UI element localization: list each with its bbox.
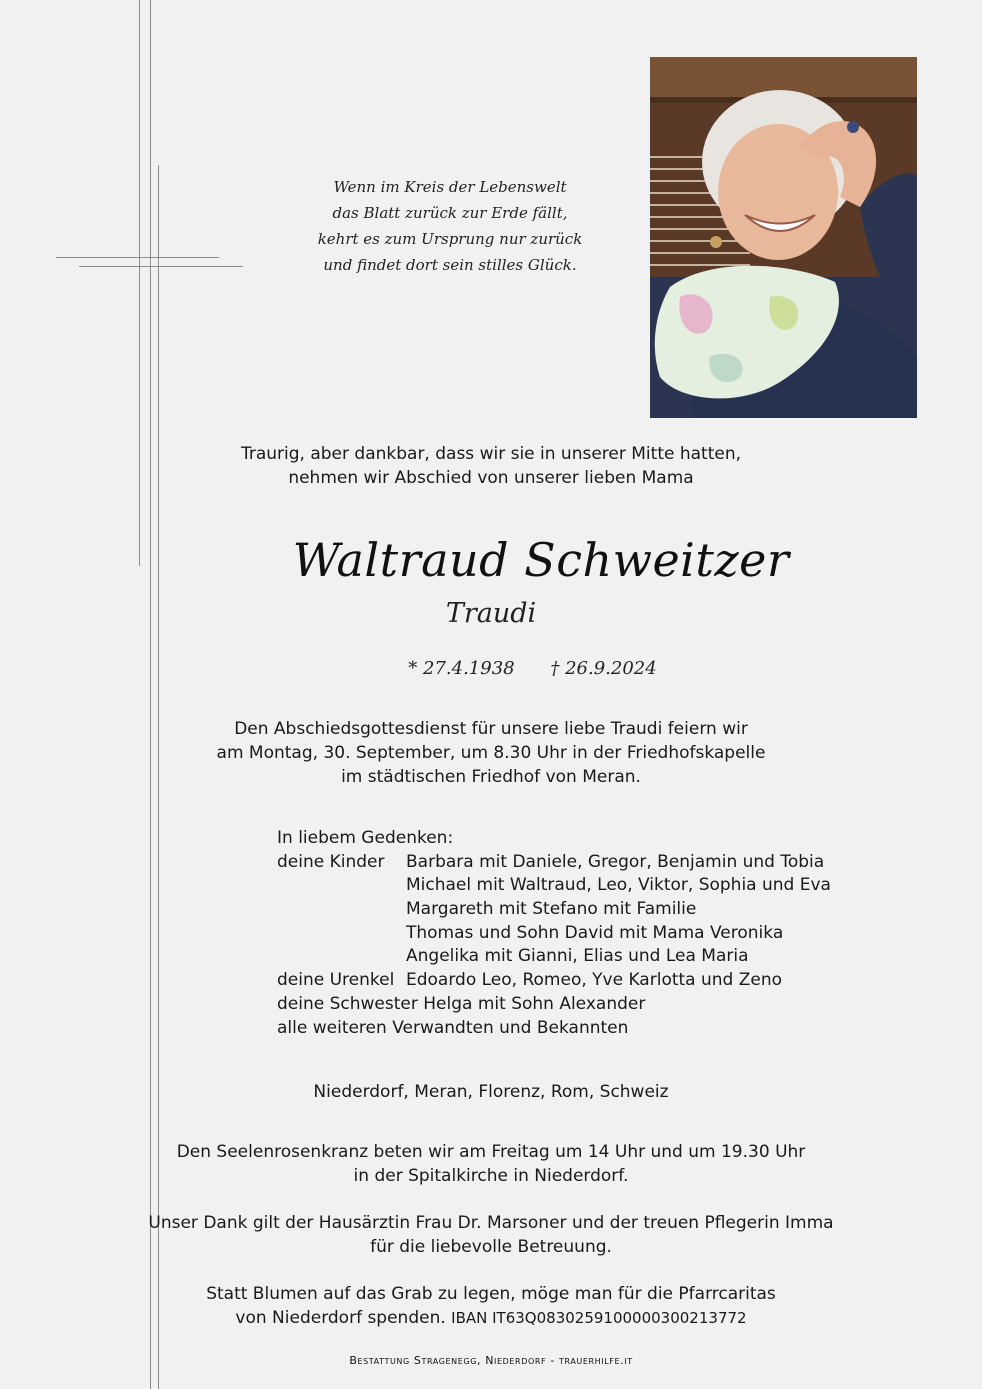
child-family: Angelika mit Gianni, Elias und Lea Maria (406, 946, 749, 967)
intro-line: Traurig, aber dankbar, dass wir sie in unserer Mitte hatten, (240, 444, 742, 464)
greatgrandchildren: Edoardo Leo, Romeo, Yve Karlotta und Zeno (406, 970, 783, 991)
intro-line: nehmen wir Abschied von unserer lieben Mama (288, 468, 694, 488)
rosary-line: Den Seelenrosenkranz beten wir am Freitag um 14 Uhr und um 19.30 Uhr (176, 1142, 806, 1162)
donation-text: von Niederdorf spenden. (235, 1308, 446, 1328)
poem-line: und findet dort sein stilles Glück. (323, 256, 577, 274)
life-dates (0, 655, 982, 683)
service-line: am Montag, 30. September, um 8.30 Uhr in der Friedhofskapelle (216, 743, 766, 763)
child-family: Thomas und Sohn David mit Mama Veronika (406, 922, 784, 943)
service-line: Den Abschiedsgottesdienst für unsere liebe Traudi feiern wir (234, 719, 748, 739)
list-item (277, 851, 831, 875)
sister-line: deine Schwester Helga mit Sohn Alexander (277, 993, 646, 1014)
list-item (277, 922, 831, 946)
greatgrandchildren-label: deine Urenkel (277, 970, 395, 991)
service-line: im städtischen Friedhof von Meran. (341, 767, 641, 787)
child-family: Barbara mit Daniele, Gregor, Benjamin und Tobia (406, 851, 825, 872)
donation-note (0, 1282, 982, 1330)
list-item (277, 969, 831, 993)
places-line: Niederdorf, Meran, Florenz, Rom, Schweiz (313, 1082, 669, 1102)
children-label: deine Kinder (277, 851, 385, 872)
thanks-note (0, 1211, 982, 1259)
donation-line: Statt Blumen auf das Grab zu legen, möge man für die Pfarrcaritas (206, 1284, 776, 1304)
relatives-line: alle weiteren Verwandten und Bekannten (277, 1017, 629, 1038)
deceased-nickname: Traudi (445, 598, 537, 629)
mourners-heading: In liebem Gedenken: (277, 828, 454, 848)
list-item (277, 945, 831, 969)
funeral-service-info (0, 717, 982, 789)
poem-line: kehrt es zum Ursprung nur zurück (317, 230, 583, 248)
iban: IBAN IT63Q0830259100000300213772 (451, 1309, 747, 1327)
cross-horizontal-line-bottom (79, 266, 243, 267)
rosary-line: in der Spitalkirche in Niederdorf. (353, 1166, 629, 1186)
child-family: Margareth mit Stefano mit Familie (406, 899, 697, 920)
death-date: † 26.9.2024 (550, 658, 657, 679)
child-family: Michael mit Waltraud, Leo, Viktor, Sophia und Eva (406, 875, 831, 896)
footer-undertaker: Bestattung Stragenegg, Niederdorf - trauerhilfe.it (349, 1354, 633, 1367)
list-item (277, 874, 831, 898)
poem-line: Wenn im Kreis der Lebenswelt (333, 178, 567, 196)
intro-text (0, 442, 982, 490)
thanks-line: für die liebevolle Betreuung. (370, 1237, 612, 1257)
mourners-list (277, 827, 831, 1040)
poem (300, 174, 600, 278)
list-item (277, 898, 831, 922)
donation-line-2 (0, 1306, 982, 1330)
cross-horizontal-line-top (56, 257, 219, 258)
thanks-line: Unser Dank gilt der Hausärztin Frau Dr. Marsoner und der treuen Pflegerin Imma (148, 1213, 834, 1233)
birth-date: * 27.4.1938 (408, 658, 515, 679)
deceased-name: Waltraud Schweitzer (292, 533, 790, 587)
portrait-photo (650, 57, 917, 418)
poem-line: das Blatt zurück zur Erde fällt, (332, 204, 568, 222)
rosary-info (0, 1140, 982, 1188)
